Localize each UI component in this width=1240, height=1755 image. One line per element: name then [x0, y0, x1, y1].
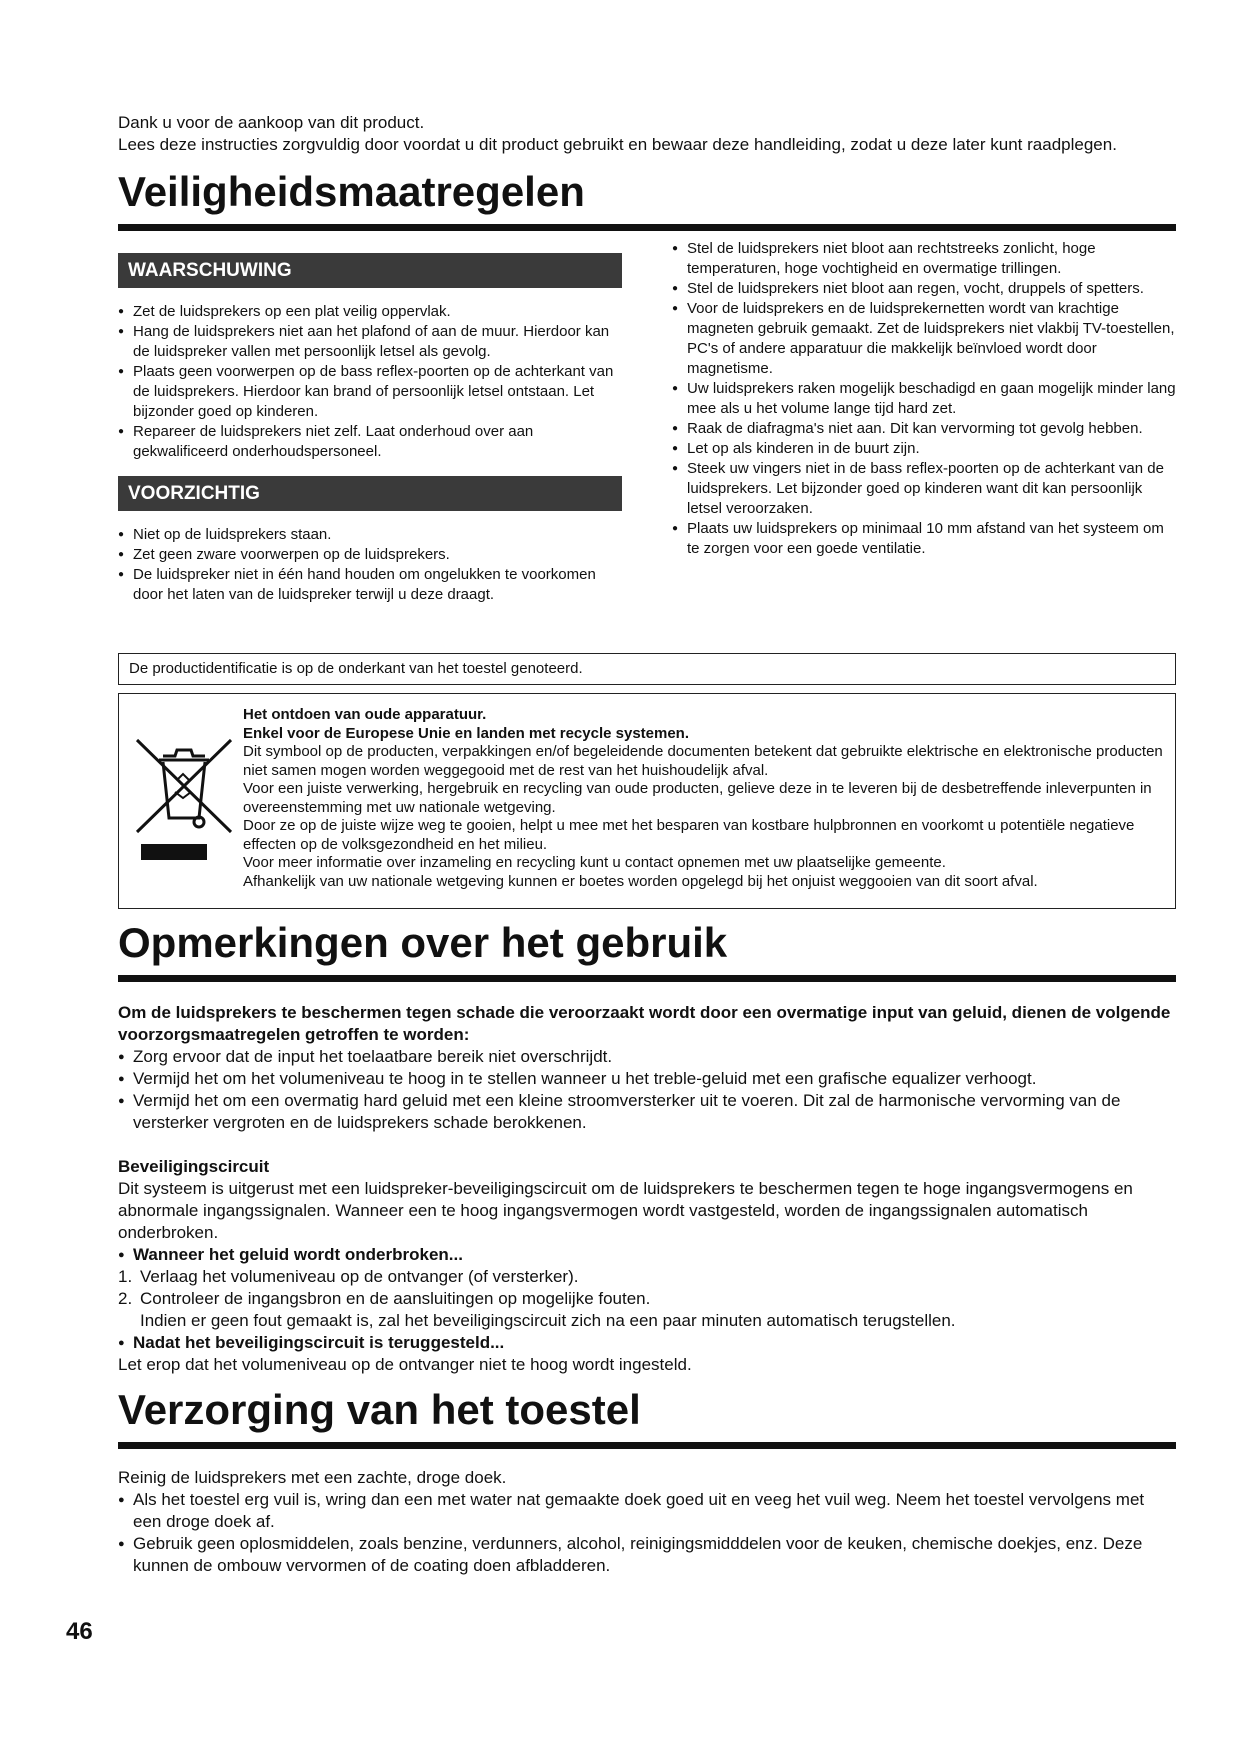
interrupted-heading: ● Wanneer het geluid wordt onderbroken... [118, 1244, 1176, 1266]
list-item: ● Uw luidsprekers raken mogelijk beschadigd en gaan mogelijk minder lang mee als u het volume lange tijd hard zet. [672, 379, 1176, 419]
disposal-paragraph: Door ze op de juiste wijze weg te gooien, helpt u mee met het besparen van kostbare hulpbronnen en voorkomt u potentiële negatieve effecten op de volksgezondheid en het milieu. [243, 817, 1135, 853]
list-item: ● Niet op de luidsprekers staan. [118, 525, 622, 545]
manual-page [118, 112, 1176, 1577]
safety-right-column [672, 239, 1176, 605]
circuit-heading: Beveiligingscircuit [118, 1157, 270, 1176]
disposal-paragraph: Afhankelijk van uw nationale wetgeving kunnen er boetes worden opgelegd bij het onjuist weggooien van dit soort afval. [243, 872, 1038, 890]
list-item: ● Hang de luidsprekers niet aan het plafond of aan de muur. Hierdoor kan de luidspreker vallen met persoonlijk letsel als gevolg. [118, 322, 622, 362]
list-item: ● Let op als kinderen in de buurt zijn. [672, 439, 1176, 459]
list-item: ● Vermijd het om het volumeniveau te hoog in te stellen wanneer u het treble-geluid met een grafische equalizer verhoogt. [118, 1068, 1176, 1090]
step-note: Indien er geen fout gemaakt is, zal het beveiligingscircuit zich na een paar minuten automatisch terugstellen. [140, 1311, 956, 1330]
list-item: ● Raak de diafragma's niet aan. Dit kan vervorming tot gevolg hebben. [672, 419, 1176, 439]
usage-heading: Opmerkingen over het gebruik [118, 919, 1176, 982]
list-item: ● Repareer de luidsprekers niet zelf. Laat onderhoud over aan gekwalificeerd onderhoudspersoneel. [118, 422, 622, 462]
list-item: ● Plaats geen voorwerpen op de bass reflex-poorten op de achterkant van de luidsprekers. Hierdoor kan brand of persoonlijk letsel ontstaan. Let bijzonder goed op kinderen. [118, 362, 622, 422]
list-item: ● Als het toestel erg vuil is, wring dan een met water nat gemaakte doek goed uit en veeg het vuil weg. Neem het toestel vervolgens met een droge doek af. [118, 1489, 1176, 1533]
list-item: ● Steek uw vingers niet in de bass reflex-poorten op de achterkant van de luidsprekers. Let bijzonder goed op kinderen want dit kan persoonlijk letsel veroorzaken. [672, 459, 1176, 519]
disposal-text [243, 706, 1165, 891]
list-item: ● Voor de luidsprekers en de luidsprekernetten wordt van krachtige magneten gebruik gemaakt. Zet de luidsprekers niet vlakbij TV-toestellen, PC's of andere apparatuur die makkelijk beïnvloed wordt door magnetisme. [672, 299, 1176, 379]
intro-thanks: Dank u voor de aankoop van dit product. [118, 113, 425, 132]
warning-banner: WAARSCHUWING [118, 253, 622, 288]
list-item: ● Stel de luidsprekers niet bloot aan regen, vocht, druppels of spetters. [672, 279, 1176, 299]
usage-lead: Om de luidsprekers te beschermen tegen schade die veroorzaakt wordt door een overmatige input van geluid, dienen de volgende voorzorgsmaatregelen getroffen te worden: [118, 1003, 1171, 1044]
page-number: 46 [66, 1618, 93, 1645]
list-item: ● Zorg ervoor dat de input het toelaatbare bereik niet overschrijdt. [118, 1046, 1176, 1068]
list-item [118, 1266, 1176, 1288]
steps-list [118, 1266, 1176, 1310]
disposal-paragraph: Voor een juiste verwerking, hergebruik en recycling van oude producten, gelieve deze in te leveren bij de desbetreffende inleverpunten in overeenstemming met uw nationale wetgeving. [243, 780, 1152, 816]
list-item: ● Vermijd het om een overmatig hard geluid met een kleine stroomversterker uit te voeren. Dit zal de harmonische vervorming van de versterker vergroten en de luidsprekers schade berokkenen. [118, 1090, 1176, 1134]
reset-heading: ● Nadat het beveiligingscircuit is teruggesteld... [118, 1332, 1176, 1354]
list-item [118, 1288, 1176, 1310]
safety-heading: Veiligheidsmaatregelen [118, 168, 1176, 231]
care-heading: Verzorging van het toestel [118, 1386, 1176, 1449]
disposal-paragraph: Dit symbool op de producten, verpakkingen en/of begeleidende documenten betekent dat gebruikte elektrische en elektronische producten niet samen mogen worden weggegooid met de rest van het huishoudelijk afval. [243, 743, 1163, 779]
list-item: ● Gebruik geen oplosmiddelen, zoals benzine, verdunners, alcohol, reinigingsmidddelen voor de keuken, chemische doekjes, enz. Deze kunnen de ombouw vervormen of de coating doen afbladderen. [118, 1533, 1176, 1577]
reset-text: Let erop dat het volumeniveau op de ontvanger niet te hoog wordt ingesteld. [118, 1355, 692, 1374]
disposal-box [118, 693, 1176, 909]
intro-instructions: Lees deze instructies zorgvuldig door voordat u dit product gebruikt en bewaar deze handleiding, zodat u deze later kunt raadplegen. [118, 135, 1117, 154]
crossed-out-wheelie-bin-icon [133, 732, 235, 862]
safety-columns [118, 239, 1176, 605]
disposal-subtitle: Enkel voor de Europese Unie en landen met recycle systemen. [243, 724, 690, 742]
step-text: Verlaag het volumeniveau op de ontvanger (of versterker). [140, 1267, 579, 1286]
caution-list [118, 525, 622, 605]
usage-list [118, 1046, 1176, 1134]
list-item: ● Zet geen zware voorwerpen op de luidsprekers. [118, 545, 622, 565]
list-item: ● De luidspreker niet in één hand houden om ongelukken te voorkomen door het laten van de luidspreker terwijl u deze draagt. [118, 565, 622, 605]
circuit-text: Dit systeem is uitgerust met een luidspreker-beveiligingscircuit om de luidsprekers te beschermen tegen te hoge ingangsvermogens en abnormale ingangssignalen. Wanneer een te hoog ingangsvermogen wordt vastgesteld, worden de ingangssignalen automatisch onderbroken. [118, 1179, 1133, 1242]
step-number: 2. [118, 1289, 133, 1308]
disposal-title: Het ontdoen van oude apparatuur. [243, 706, 487, 723]
disposal-paragraph: Voor meer informatie over inzameling en recycling kunt u contact opnemen met uw plaatselijke gemeente. [243, 854, 946, 871]
warning-list [118, 302, 622, 462]
caution-list-continued [672, 239, 1176, 559]
product-id-note: De productidentificatie is op de onderkant van het toestel genoteerd. [118, 653, 1176, 685]
list-item: ● Plaats uw luidsprekers op minimaal 10 mm afstand van het systeem om te zorgen voor een goede ventilatie. [672, 519, 1176, 559]
step-number: 1. [118, 1267, 133, 1286]
safety-left-column [118, 239, 622, 605]
list-item: ● Zet de luidsprekers op een plat veilig oppervlak. [118, 302, 622, 322]
care-list [118, 1489, 1176, 1577]
caution-banner: VOORZICHTIG [118, 476, 622, 511]
care-intro: Reinig de luidsprekers met een zachte, droge doek. [118, 1468, 507, 1487]
step-text: Controleer de ingangsbron en de aansluitingen op mogelijke fouten. [140, 1289, 651, 1308]
list-item: ● Stel de luidsprekers niet bloot aan rechtstreeks zonlicht, hoge temperaturen, hoge vochtigheid en overmatige trillingen. [672, 239, 1176, 279]
